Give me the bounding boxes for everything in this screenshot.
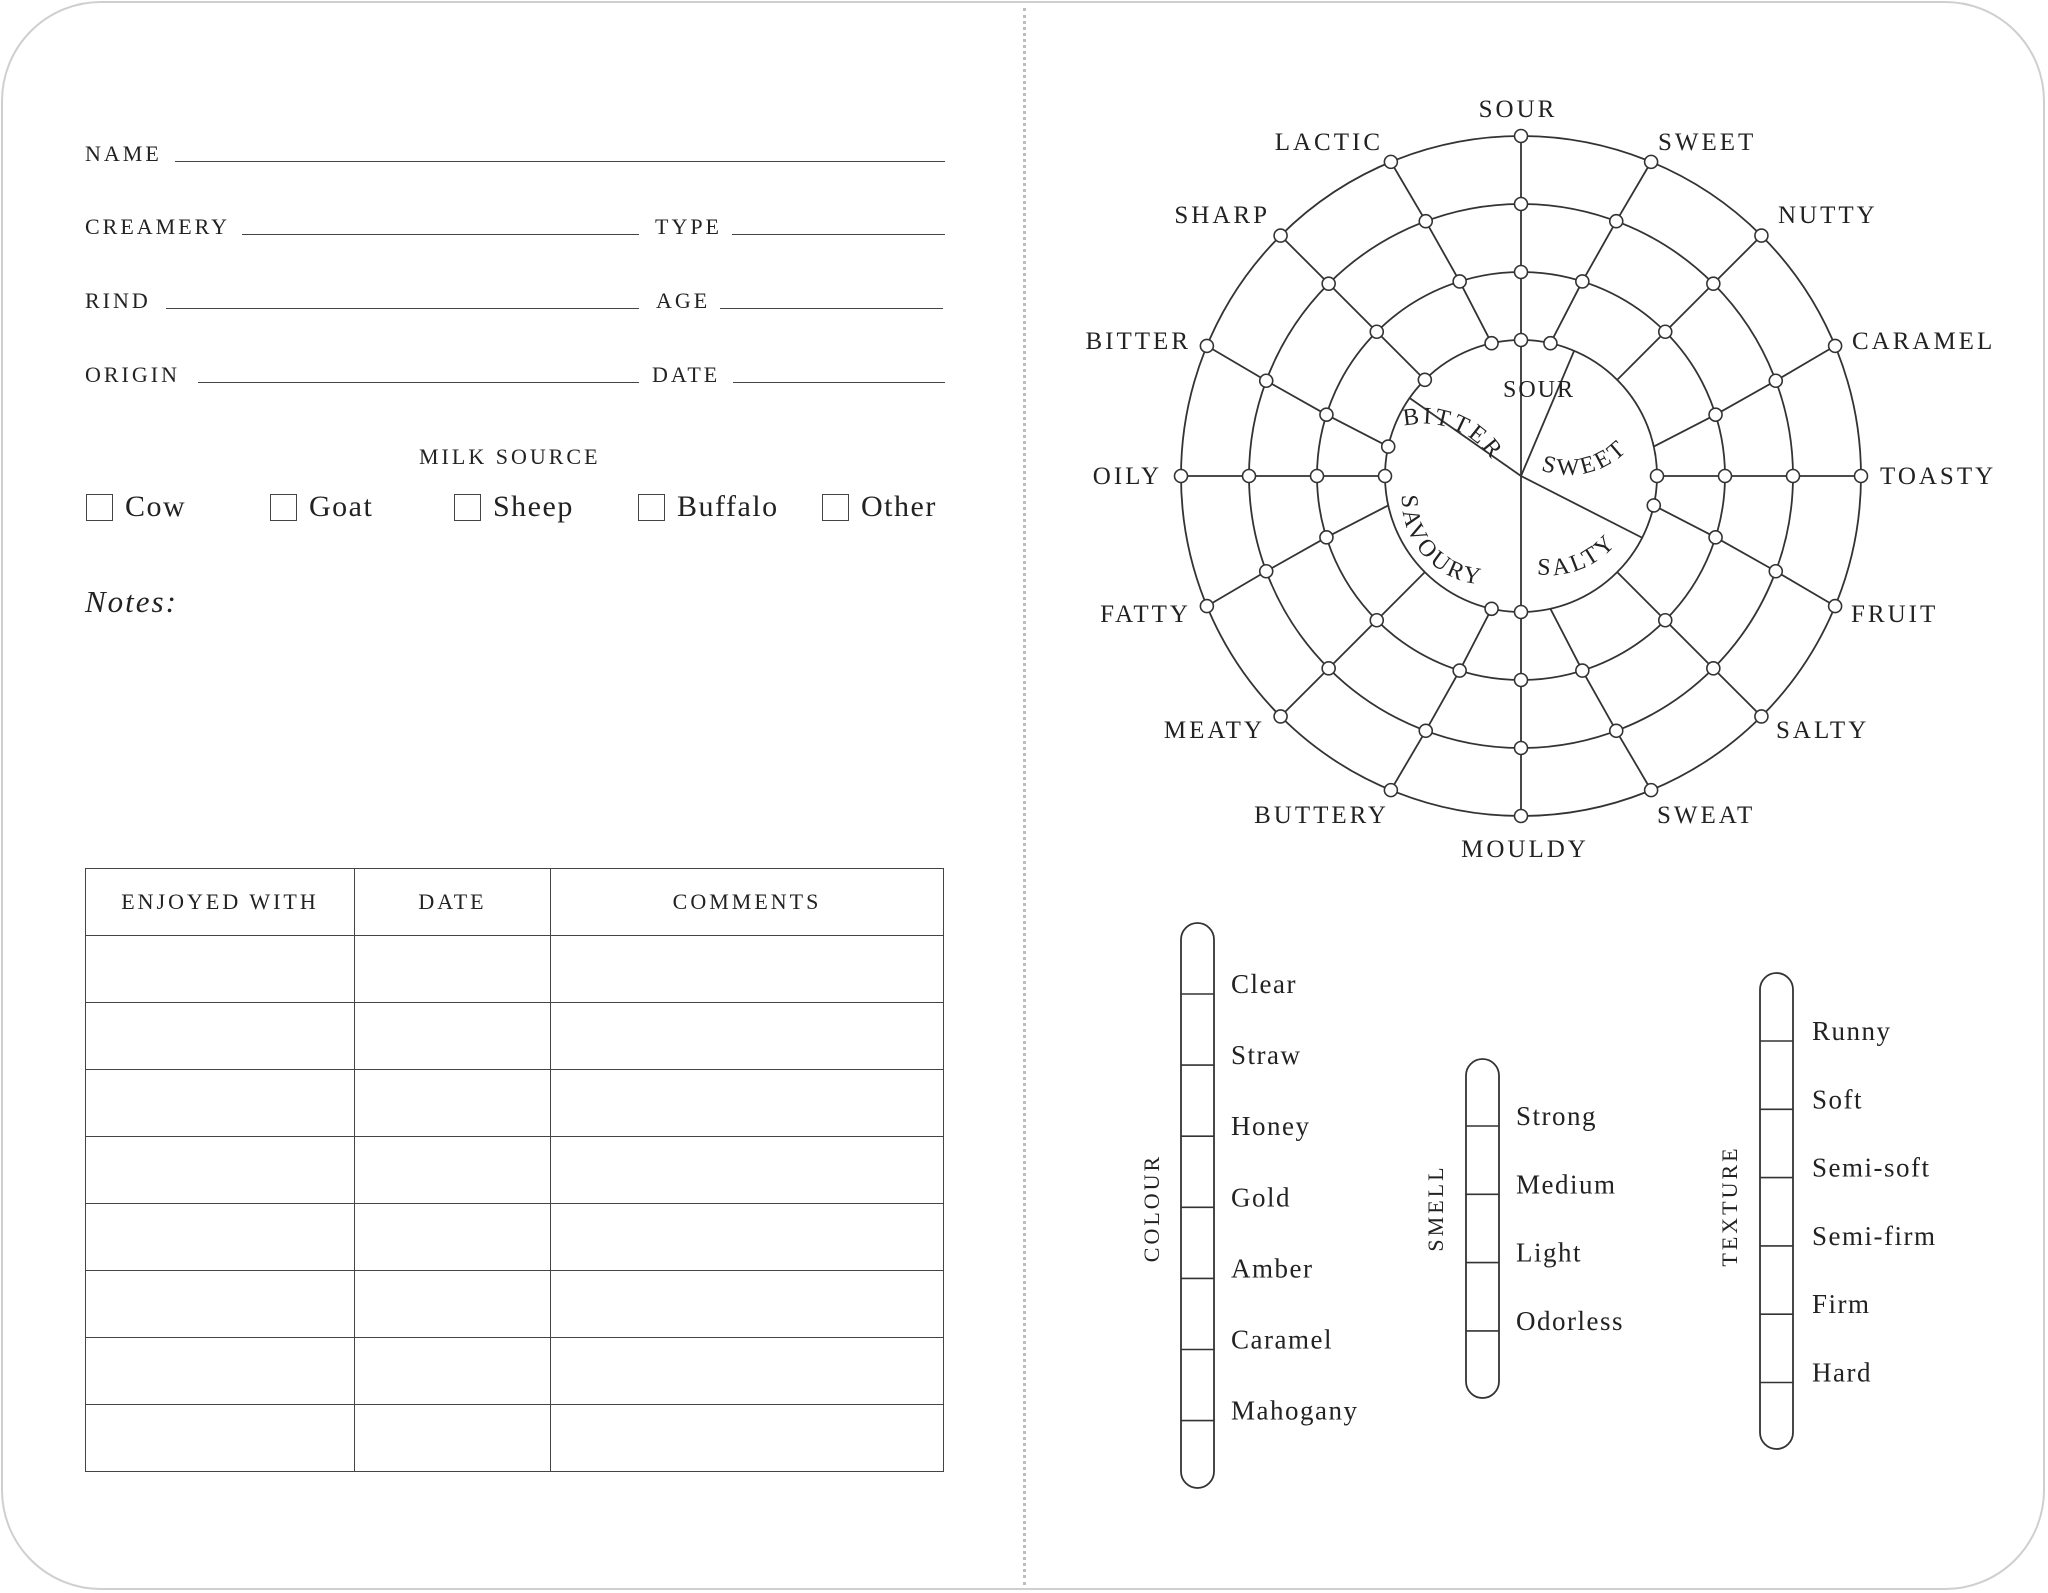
enjoyed-with-cell[interactable] [86,1204,355,1271]
wheel-label-sharp: SHARP [1174,202,1270,229]
tasting-log-table [85,868,944,1472]
milk-option-other[interactable] [822,492,937,522]
texture-scale [1717,973,1936,1449]
inner-label-sweet: SWEET [1539,434,1633,482]
texture-scale-option[interactable]: Semi-soft [1812,1152,1931,1183]
wheel-label-lactic: LACTIC [1274,129,1383,156]
colour-scale-option[interactable]: Clear [1231,969,1297,999]
date-label: DATE [652,362,721,387]
comments-cell[interactable] [551,1003,944,1070]
texture-scale-option[interactable]: Semi-firm [1812,1220,1937,1251]
colour-scale-option[interactable]: Straw [1231,1040,1302,1071]
texture-scale-option[interactable]: Firm [1812,1289,1871,1320]
inner-label-bitter: BITTER [1401,403,1509,466]
notes-label: Notes: [85,584,178,619]
colour-scale-bar [1181,923,1214,1488]
comments-cell[interactable] [551,1271,944,1338]
origin-label: ORIGIN [85,362,180,387]
creamery-label: CREAMERY [85,214,231,239]
age-field[interactable] [720,308,943,309]
checkbox[interactable] [638,494,665,521]
wheel-label-fruit: FRUIT [1851,601,1939,628]
enjoyed-with-cell[interactable] [86,1271,355,1338]
comments-cell[interactable] [551,1137,944,1204]
table-body [86,936,944,1472]
rind-label: RIND [85,288,151,313]
colour-scale-title: COLOUR [1139,1153,1164,1263]
table-row [86,1338,944,1405]
comments-cell[interactable] [551,1405,944,1472]
texture-scale-bar [1760,973,1793,1449]
texture-scale-option[interactable]: Soft [1812,1084,1864,1115]
checkbox-label: Cow [125,490,187,523]
milk-option-cow[interactable] [86,492,186,522]
smell-scale-option[interactable]: Light [1516,1237,1582,1268]
wheel-label-fatty: FATTY [1100,601,1191,628]
rind-field[interactable] [166,308,639,309]
comments-cell[interactable] [551,1204,944,1271]
texture-scale-option[interactable]: Hard [1812,1357,1872,1388]
enjoyed-with-cell[interactable] [86,1070,355,1137]
table-row [86,1271,944,1338]
date-cell[interactable] [355,1003,551,1070]
colour-scale-option[interactable]: Gold [1231,1182,1291,1213]
comments-cell[interactable] [551,936,944,1003]
date-cell[interactable] [355,1137,551,1204]
inner-label-salty: SALTY [1536,528,1622,582]
comments-cell[interactable] [551,1070,944,1137]
wheel-label-sweet: SWEET [1658,129,1757,156]
colour-scale [1139,923,1358,1488]
table-row [86,1405,944,1472]
smell-scale-option[interactable]: Strong [1516,1101,1598,1131]
table-header-row [86,869,944,936]
wheel-label-bitter: BITTER [1085,328,1191,355]
milk-option-goat[interactable] [270,492,373,522]
column-header-comments: COMMENTS [551,869,944,936]
date-field[interactable] [733,382,945,383]
date-cell[interactable] [355,936,551,1003]
date-cell[interactable] [355,1070,551,1137]
name-field[interactable] [175,161,945,162]
smell-scale [1423,1059,1624,1398]
origin-field[interactable] [198,382,639,383]
colour-scale-option[interactable]: Caramel [1231,1324,1333,1355]
wheel-label-mouldy: MOULDY [1461,836,1589,863]
checkbox-label: Sheep [493,490,574,523]
enjoyed-with-cell[interactable] [86,1137,355,1204]
wheel-label-oily: OILY [1092,463,1162,490]
enjoyed-with-cell[interactable] [86,1003,355,1070]
wheel-label-caramel: CARAMEL [1852,328,1996,355]
milk-option-buffalo[interactable] [638,492,779,522]
checkbox-label: Buffalo [677,490,779,523]
table-row [86,936,944,1003]
checkbox-label: Other [861,490,937,523]
checkbox[interactable] [270,494,297,521]
milk-option-sheep[interactable] [454,492,574,522]
enjoyed-with-cell[interactable] [86,1405,355,1472]
wheel-label-sour: SOUR [1478,96,1558,123]
date-cell[interactable] [355,1204,551,1271]
texture-scale-option[interactable]: Runny [1812,1016,1892,1046]
wheel-label-sweat: SWEAT [1657,802,1756,829]
colour-scale-option[interactable]: Honey [1231,1111,1311,1142]
inner-label-savoury: SAVOURY [1395,493,1486,591]
inner-label-sour: SOUR [1503,377,1576,403]
checkbox-label: Goat [309,490,374,523]
type-label: TYPE [655,214,722,239]
colour-scale-option[interactable]: Amber [1231,1253,1314,1284]
date-cell[interactable] [355,1405,551,1472]
wheel-label-nutty: NUTTY [1778,202,1878,229]
table-row [86,1204,944,1271]
enjoyed-with-cell[interactable] [86,1338,355,1405]
wheel-label-salty: SALTY [1776,717,1870,744]
table-row [86,1003,944,1070]
smell-scale-bar [1466,1059,1499,1398]
wheel-label-buttery: BUTTERY [1254,802,1389,829]
date-cell[interactable] [355,1338,551,1405]
sensory-scales [1024,0,2044,1593]
wheel-label-meaty: MEATY [1163,717,1265,744]
texture-scale-title: TEXTURE [1717,1145,1742,1267]
milk-source-title: MILK SOURCE [419,444,601,469]
column-header-date: DATE [355,869,551,936]
wheel-label-toasty: TOASTY [1880,463,1997,490]
checkbox[interactable] [86,494,113,521]
name-label: NAME [85,141,162,166]
enjoyed-with-cell[interactable] [86,936,355,1003]
smell-scale-title: SMELL [1423,1164,1448,1252]
table-row [86,1137,944,1204]
colour-scale-option[interactable]: Mahogany [1231,1395,1359,1426]
creamery-field[interactable] [242,234,639,235]
column-header-enjoyed-with: ENJOYED WITH [86,869,355,936]
smell-scale-option[interactable]: Odorless [1516,1305,1624,1336]
table-row [86,1070,944,1137]
checkbox[interactable] [822,494,849,521]
date-cell[interactable] [355,1271,551,1338]
age-label: AGE [656,288,711,313]
checkbox[interactable] [454,494,481,521]
smell-scale-option[interactable]: Medium [1516,1169,1617,1200]
type-field[interactable] [732,234,945,235]
comments-cell[interactable] [551,1338,944,1405]
